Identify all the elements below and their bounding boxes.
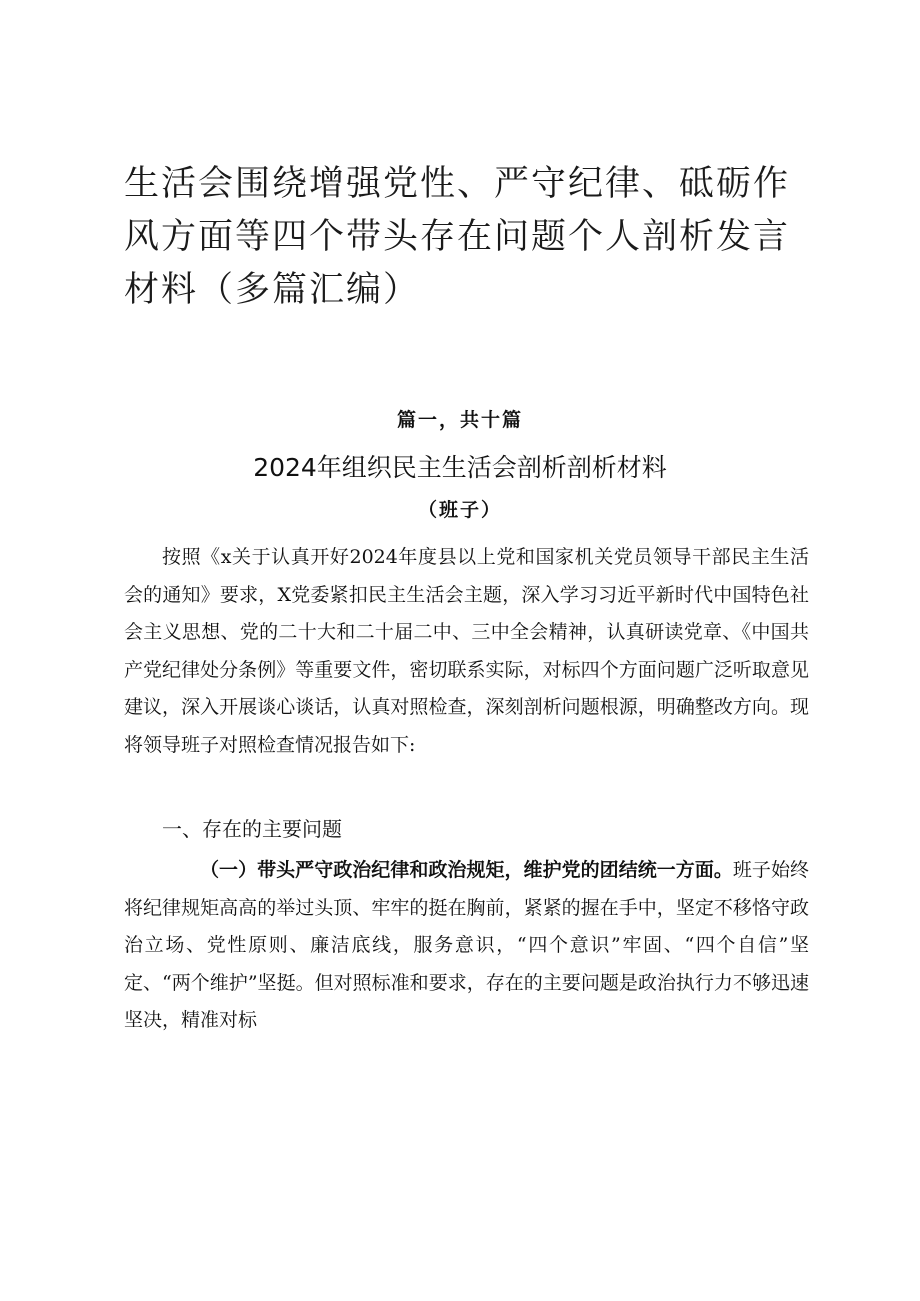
problem-paragraph-body: 班子始终将纪律规矩高高的举过头顶、牢牢的挺在胸前，紧紧的握在手中，坚定不移恪守政治立场、党性原则、廉洁底线，服务意识，“四个意识”牢固、“四个自信”坚定、“两个维护”坚挺。但对照标准和要求，存在的主要问题是政治执行力不够迅速坚决，精准对标 xyxy=(124,859,809,1031)
intro-paragraph: 按照《x关于认真开好2024年度县以上党和国家机关党员领导干部民主生活会的通知》要求，X党委紧扣民主生活会主题，深入学习习近平新时代中国特色社会主义思想、党的二十大和二十届二中、三中全会精神，认真研读党章、《中国共产党纪律处分条例》等重要文件，密切联系实际，对标四个方面问题广泛听取意见建议，深入开展谈心谈话，认真对照检查，深刻剖析问题根源，明确整改方向。现将领导班子对照检查情况报告如下: xyxy=(124,546,809,756)
section-label: 篇一，共十篇 xyxy=(396,409,523,431)
document-subtitle: （班子） xyxy=(417,499,502,521)
document-title: 2024年组织民主生活会剖析剖析材料 xyxy=(253,453,667,482)
problem-paragraph xyxy=(124,852,809,1040)
problem-paragraph-lead: （一）带头严守政治纪律和政治规矩，维护党的团结统一方面。 xyxy=(200,859,733,881)
main-title: 生活会围绕增强党性、严守纪律、砥砺作风方面等四个带头存在问题个人剖析发言材料（多篇汇编） xyxy=(124,164,791,310)
section-heading-problems: 一、存在的主要问题 xyxy=(162,817,342,841)
